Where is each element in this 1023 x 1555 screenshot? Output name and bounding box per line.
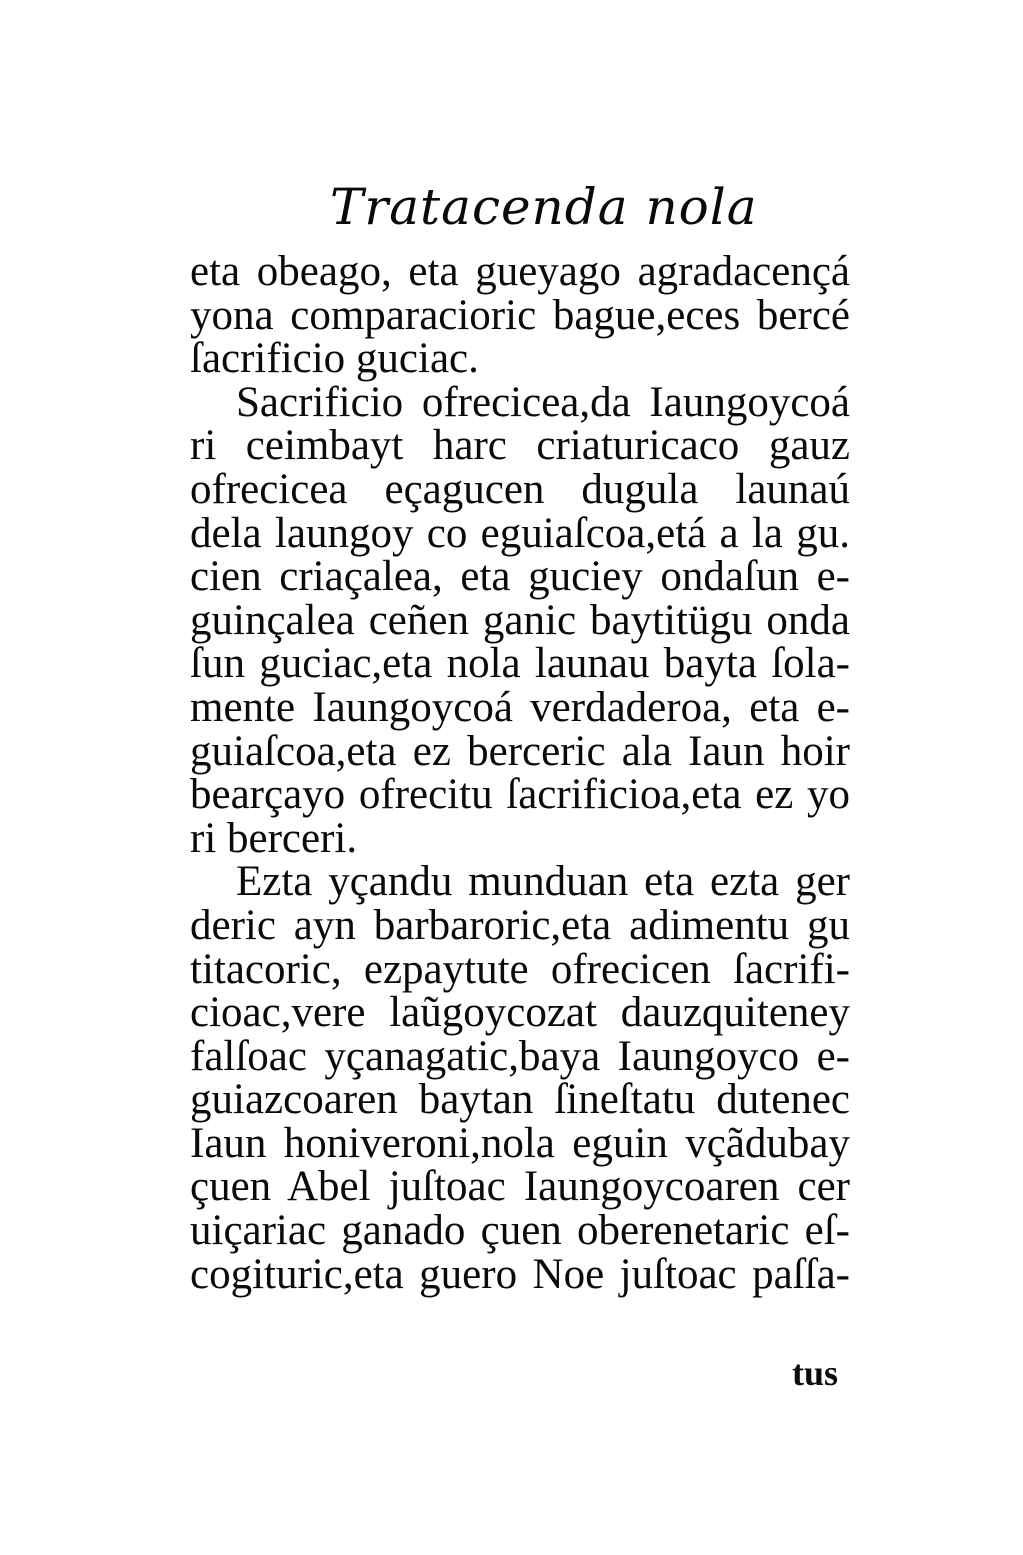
text-line: çuen Abel juſtoac Iaungoycoaren cer — [190, 1163, 850, 1211]
text-line: guiazcoaren baytan ſineſtatu dutenec — [190, 1076, 850, 1124]
text-line: cien criaçalea, eta guciey ondaſun e- — [190, 553, 850, 601]
body-text — [190, 250, 850, 1296]
text-line: deric ayn barbaroric,eta adimentu gu — [190, 901, 850, 949]
text-line: guinçalea ceñen ganic baytitügu onda — [190, 596, 850, 644]
text-line: dela laungoy co eguiaſcoa,etá a la gu. — [190, 509, 850, 557]
text-line: ſacrificio guciac. — [190, 335, 479, 383]
text-line: ſun guciac,eta nola launau bayta ſola- — [190, 640, 850, 688]
text-line: falſoac yçanagatic,baya Iaungoyco e- — [190, 1032, 850, 1080]
text-line: cioac,vere laũgoycozat dauzquiteney — [190, 989, 850, 1037]
text-line: ri ceimbayt harc criaturicaco gauz — [190, 422, 850, 470]
running-head: Tratacenda nola — [330, 178, 758, 236]
text-line: mente Iaungoycoá verdaderoa, eta e- — [190, 683, 850, 731]
text-line: Ezta yçandu munduan eta ezta ger — [236, 858, 850, 906]
text-line: ri berceri. — [190, 814, 358, 862]
catchword: tus — [791, 1353, 838, 1393]
text-line: Sacrificio ofrecicea,da Iaungoycoá — [236, 378, 850, 426]
text-line: eta obeago, eta gueyago agradacençá — [190, 248, 850, 295]
text-line: Iaun honiveroni,nola eguin vçãdubay — [190, 1119, 850, 1167]
text-line: ofrecicea eçagucen dugula launaú — [190, 465, 850, 513]
text-line: cogituric,eta guero Noe juſtoac paſſa- — [190, 1250, 850, 1298]
text-line: guiaſcoa,eta ez berceric ala Iaun hoir — [190, 727, 850, 775]
text-line: uiçariac ganado çuen oberenetaric eſ- — [190, 1207, 850, 1255]
text-line: titacoric, ezpaytute ofrecicen ſacrifi- — [190, 945, 850, 993]
text-line: yona comparacioric bague,eces bercé — [190, 291, 850, 339]
text-line: bearçayo ofrecitu ſacrificioa,eta ez yo — [190, 771, 850, 819]
